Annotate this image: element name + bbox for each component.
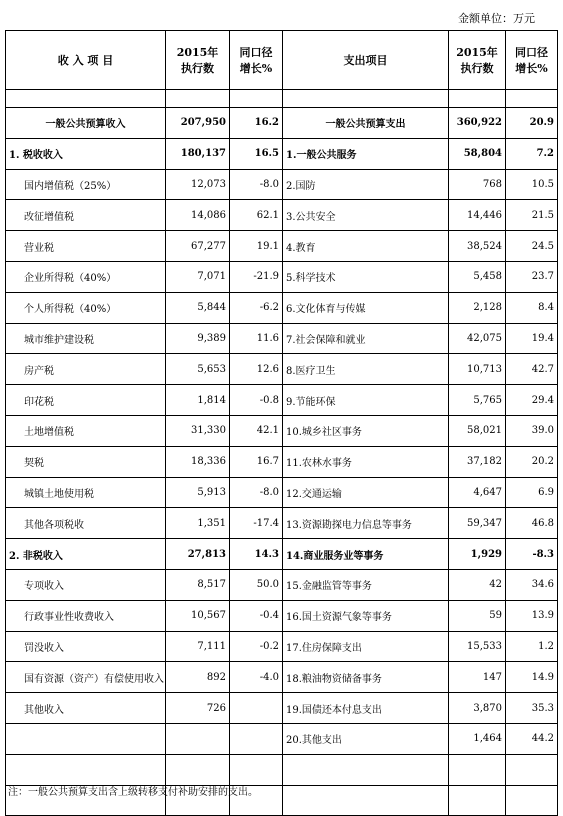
income-amount: 67,277 <box>166 231 230 262</box>
expense-item: 17.住房保障支出 <box>283 631 449 662</box>
expense-item: 9.节能环保 <box>283 385 449 416</box>
expense-amount: 5,765 <box>449 385 506 416</box>
income-item: 契税 <box>6 446 166 477</box>
income-amount: 18,336 <box>166 446 230 477</box>
income-growth: 62.1 <box>230 200 283 231</box>
expense-amount: 14,446 <box>449 200 506 231</box>
expense-growth: 7.2 <box>506 138 558 169</box>
expense-total-amount: 360,922 <box>449 108 506 139</box>
expense-amount: 38,524 <box>449 231 506 262</box>
income-amount: 180,137 <box>166 138 230 169</box>
income-item: 2. 非税收入 <box>6 539 166 570</box>
income-item: 国内增值税（25%） <box>6 169 166 200</box>
expense-growth: 14.9 <box>506 662 558 693</box>
table-row <box>6 569 558 600</box>
income-amount: 12,073 <box>166 169 230 200</box>
income-amount: 1,351 <box>166 508 230 539</box>
income-growth <box>230 723 283 754</box>
income-item: 其他收入 <box>6 693 166 724</box>
budget-table <box>5 30 558 816</box>
expense-item: 16.国土资源气象等事务 <box>283 600 449 631</box>
income-amount: 5,844 <box>166 292 230 323</box>
income-amount: 8,517 <box>166 569 230 600</box>
header-row <box>6 31 558 90</box>
table-row <box>6 169 558 200</box>
expense-growth: 10.5 <box>506 169 558 200</box>
table-row <box>6 662 558 693</box>
table-row <box>6 292 558 323</box>
header-expense-growth: 同口径 增长% <box>506 31 558 90</box>
expense-growth <box>506 785 558 816</box>
income-growth: -8.0 <box>230 169 283 200</box>
expense-item <box>283 785 449 816</box>
income-growth: 14.3 <box>230 539 283 570</box>
income-item: 个人所得税（40%） <box>6 292 166 323</box>
expense-item: 11.农林水事务 <box>283 446 449 477</box>
income-item: 土地增值税 <box>6 415 166 446</box>
income-growth: -6.2 <box>230 292 283 323</box>
expense-growth: 29.4 <box>506 385 558 416</box>
expense-amount: 58,021 <box>449 415 506 446</box>
expense-growth: 8.4 <box>506 292 558 323</box>
table-row <box>6 138 558 169</box>
income-growth: -0.2 <box>230 631 283 662</box>
expense-total-growth: 20.9 <box>506 108 558 139</box>
expense-amount: 10,713 <box>449 354 506 385</box>
expense-growth: 34.6 <box>506 569 558 600</box>
footnote: 注：一般公共预算支出含上级转移支付补助安排的支出。 <box>8 787 258 798</box>
income-growth <box>230 693 283 724</box>
table-row <box>6 631 558 662</box>
header-expense-item: 支出项目 <box>283 31 449 90</box>
expense-amount: 1,464 <box>449 723 506 754</box>
expense-growth: 24.5 <box>506 231 558 262</box>
header-income-item: 收 入 项 目 <box>6 31 166 90</box>
expense-amount: 42,075 <box>449 323 506 354</box>
income-item: 改征增值税 <box>6 200 166 231</box>
income-amount: 1,814 <box>166 385 230 416</box>
expense-item: 10.城乡社区事务 <box>283 415 449 446</box>
expense-item: 15.金融监管等事务 <box>283 569 449 600</box>
income-item <box>6 723 166 754</box>
expense-item: 19.国债还本付息支出 <box>283 693 449 724</box>
header-income-amount: 2015年 执行数 <box>166 31 230 90</box>
income-growth: 42.1 <box>230 415 283 446</box>
income-total-growth: 16.2 <box>230 108 283 139</box>
expense-amount: 15,533 <box>449 631 506 662</box>
expense-amount <box>449 785 506 816</box>
expense-total-label: 一般公共预算支出 <box>283 108 449 139</box>
table-row <box>6 385 558 416</box>
income-item: 国有资源（资产）有偿使用收入 <box>6 662 166 693</box>
expense-item: 8.医疗卫生 <box>283 354 449 385</box>
expense-growth: 44.2 <box>506 723 558 754</box>
table-row <box>6 415 558 446</box>
income-total-amount: 207,950 <box>166 108 230 139</box>
income-amount: 31,330 <box>166 415 230 446</box>
expense-amount <box>449 754 506 785</box>
income-amount: 7,071 <box>166 261 230 292</box>
expense-item: 4.教育 <box>283 231 449 262</box>
income-growth: 50.0 <box>230 569 283 600</box>
expense-amount: 4,647 <box>449 477 506 508</box>
income-growth: -21.9 <box>230 261 283 292</box>
income-item: 企业所得税（40%） <box>6 261 166 292</box>
expense-amount: 37,182 <box>449 446 506 477</box>
table-row <box>6 508 558 539</box>
income-item: 印花税 <box>6 385 166 416</box>
expense-growth: 35.3 <box>506 693 558 724</box>
expense-item <box>283 754 449 785</box>
income-item: 房产税 <box>6 354 166 385</box>
income-growth: -0.4 <box>230 600 283 631</box>
income-amount: 9,389 <box>166 323 230 354</box>
income-amount: 27,813 <box>166 539 230 570</box>
expense-item: 14.商业服务业等事务 <box>283 539 449 570</box>
expense-growth: -8.3 <box>506 539 558 570</box>
expense-growth: 21.5 <box>506 200 558 231</box>
expense-item: 13.资源勘探电力信息等事务 <box>283 508 449 539</box>
expense-item: 20.其他支出 <box>283 723 449 754</box>
table-row <box>6 261 558 292</box>
income-item: 其他各项税收 <box>6 508 166 539</box>
table-row <box>6 200 558 231</box>
income-total-label: 一般公共预算收入 <box>6 108 166 139</box>
expense-growth: 23.7 <box>506 261 558 292</box>
expense-item: 3.公共安全 <box>283 200 449 231</box>
income-amount: 14,086 <box>166 200 230 231</box>
table-row <box>6 354 558 385</box>
expense-growth: 6.9 <box>506 477 558 508</box>
expense-amount: 1,929 <box>449 539 506 570</box>
expense-amount: 768 <box>449 169 506 200</box>
income-growth: 11.6 <box>230 323 283 354</box>
table-row <box>6 693 558 724</box>
income-growth: 16.7 <box>230 446 283 477</box>
expense-amount: 59 <box>449 600 506 631</box>
table-row <box>6 754 558 785</box>
expense-growth: 42.7 <box>506 354 558 385</box>
table-row <box>6 539 558 570</box>
income-item: 营业税 <box>6 231 166 262</box>
expense-growth: 20.2 <box>506 446 558 477</box>
income-amount <box>166 754 230 785</box>
expense-item: 5.科学技术 <box>283 261 449 292</box>
income-amount: 5,653 <box>166 354 230 385</box>
income-amount: 726 <box>166 693 230 724</box>
expense-amount: 5,458 <box>449 261 506 292</box>
income-growth <box>230 754 283 785</box>
table-row <box>6 477 558 508</box>
table-row <box>6 446 558 477</box>
income-amount: 10,567 <box>166 600 230 631</box>
expense-item: 18.粮油物资储备事务 <box>283 662 449 693</box>
income-amount: 7,111 <box>166 631 230 662</box>
income-item: 行政事业性收费收入 <box>6 600 166 631</box>
expense-item: 12.交通运输 <box>283 477 449 508</box>
income-growth: -17.4 <box>230 508 283 539</box>
income-amount <box>166 723 230 754</box>
income-amount: 5,913 <box>166 477 230 508</box>
unit-note: 金额单位：万元 <box>458 12 535 25</box>
income-growth: -0.8 <box>230 385 283 416</box>
expense-item: 2.国防 <box>283 169 449 200</box>
totals-row <box>6 108 558 139</box>
expense-item: 6.文化体育与传媒 <box>283 292 449 323</box>
income-growth: 16.5 <box>230 138 283 169</box>
income-item: 1. 税收收入 <box>6 138 166 169</box>
table-row <box>6 231 558 262</box>
expense-amount: 42 <box>449 569 506 600</box>
income-amount: 892 <box>166 662 230 693</box>
expense-amount: 2,128 <box>449 292 506 323</box>
expense-growth: 1.2 <box>506 631 558 662</box>
income-item: 城镇土地使用税 <box>6 477 166 508</box>
header-income-growth: 同口径 增长% <box>230 31 283 90</box>
income-item <box>6 754 166 785</box>
expense-amount: 147 <box>449 662 506 693</box>
expense-item: 7.社会保障和就业 <box>283 323 449 354</box>
expense-amount: 58,804 <box>449 138 506 169</box>
income-growth: -8.0 <box>230 477 283 508</box>
income-item: 城市维护建设税 <box>6 323 166 354</box>
expense-growth: 19.4 <box>506 323 558 354</box>
spacer-row <box>6 90 558 108</box>
income-growth: -4.0 <box>230 662 283 693</box>
expense-amount: 3,870 <box>449 693 506 724</box>
income-growth: 19.1 <box>230 231 283 262</box>
expense-growth: 39.0 <box>506 415 558 446</box>
income-item: 罚没收入 <box>6 631 166 662</box>
expense-growth <box>506 754 558 785</box>
expense-item: 1.一般公共服务 <box>283 138 449 169</box>
header-expense-amount: 2015年 执行数 <box>449 31 506 90</box>
table-row <box>6 723 558 754</box>
expense-growth: 13.9 <box>506 600 558 631</box>
table-row <box>6 600 558 631</box>
expense-amount: 59,347 <box>449 508 506 539</box>
expense-growth: 46.8 <box>506 508 558 539</box>
table-row <box>6 323 558 354</box>
budget-table-body <box>6 31 558 816</box>
income-item: 专项收入 <box>6 569 166 600</box>
income-growth: 12.6 <box>230 354 283 385</box>
